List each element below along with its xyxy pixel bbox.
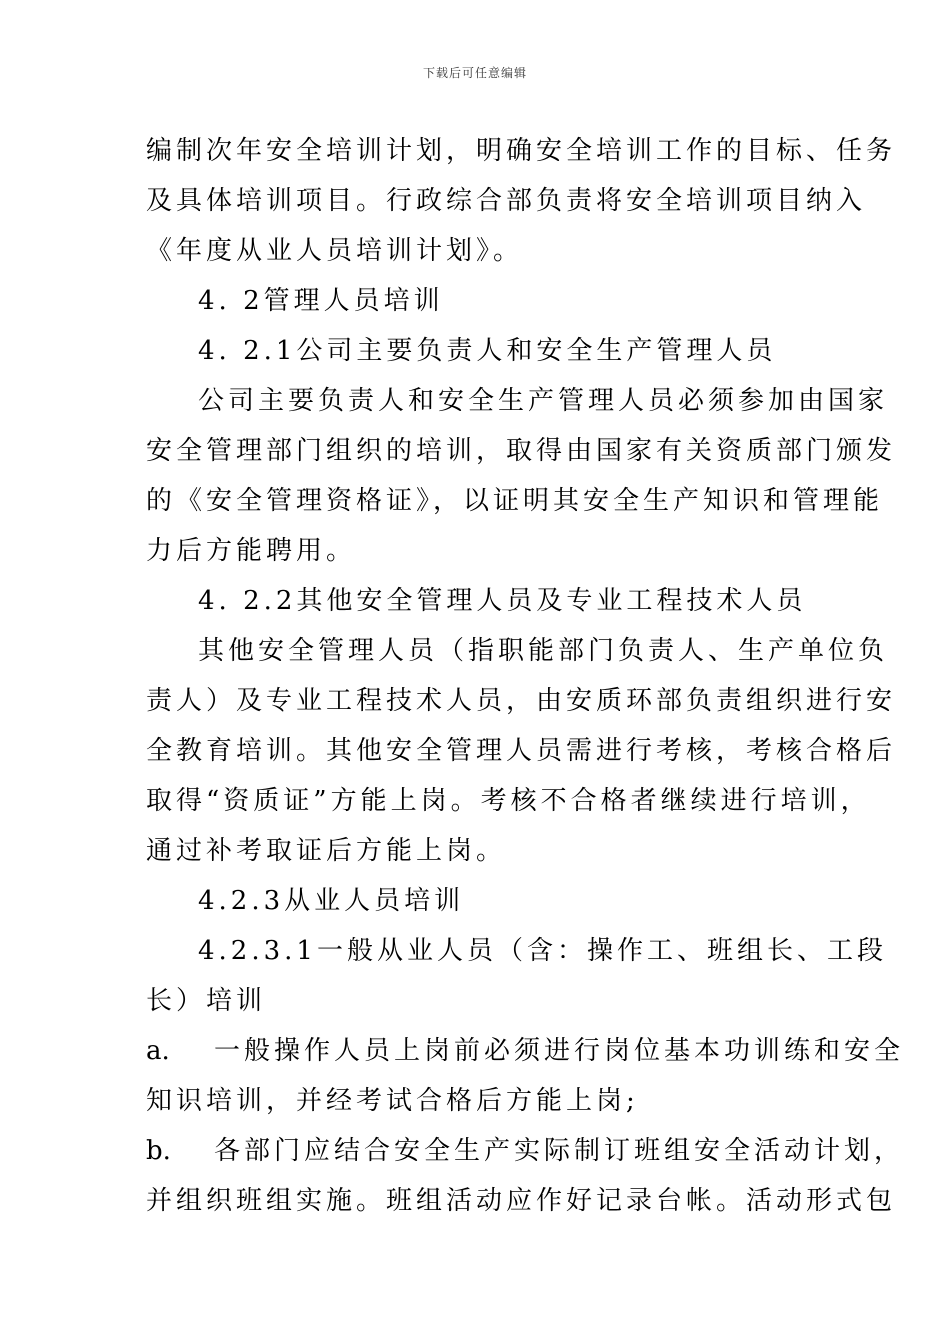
- paragraph-line: 取得“资质证”方能上岗。考核不合格者继续进行培训，: [146, 786, 871, 816]
- document-body: [146, 126, 905, 1226]
- section-heading-4-2: 4. 2管理人员培训: [198, 286, 444, 316]
- section-heading-4-2-3-1: 4.2.3.1一般从业人员（含：操作工、班组长、工段: [198, 936, 887, 966]
- paragraph-line: 其他安全管理人员（指职能部门负责人、生产单位负: [198, 636, 889, 666]
- paragraph-line: 及具体培训项目。行政综合部负责将安全培训项目纳入: [146, 186, 867, 216]
- page-header: 下载后可任意编辑: [422, 66, 527, 80]
- paragraph-line: 编制次年安全培训计划，明确安全培训工作的目标、任务: [146, 136, 897, 166]
- list-item-b-continuation: 并组织班组实施。班组活动应作好记录台帐。活动形式包: [146, 1186, 897, 1216]
- list-item-marker: b.: [146, 1136, 171, 1166]
- paragraph-line: 安全管理部门组织的培训，取得由国家有关资质部门颁发: [146, 436, 897, 466]
- section-heading-4-2-1: 4. 2.1公司主要负责人和安全生产管理人员: [198, 336, 777, 366]
- section-heading-4-2-3: 4.2.3从业人员培训: [198, 886, 465, 916]
- paragraph-line: 力后方能聘用。: [146, 536, 357, 566]
- list-item-text: 一般操作人员上岗前必须进行岗位基本功训练和安全: [214, 1036, 905, 1066]
- list-item-text: 各部门应结合安全生产实际制订班组安全活动计划，: [214, 1136, 905, 1166]
- list-item-marker: a.: [146, 1036, 170, 1066]
- paragraph-line: 《年度从业人员培训计划》。: [146, 236, 524, 266]
- list-item-a-continuation: 知识培训，并经考试合格后方能上岗;: [146, 1086, 639, 1116]
- list-item-a: [146, 1026, 905, 1076]
- list-item-b: [146, 1126, 905, 1176]
- section-heading-4-2-2: 4. 2.2其他安全管理人员及专业工程技术人员: [198, 586, 807, 616]
- paragraph-line: 全教育培训。其他安全管理人员需进行考核，考核合格后: [146, 736, 897, 766]
- paragraph-line: 长）培训: [146, 986, 267, 1016]
- paragraph-line: 通过补考取证后方能上岗。: [146, 836, 507, 866]
- paragraph-line: 责人）及专业工程技术人员，由安质环部负责组织进行安: [146, 686, 897, 716]
- paragraph-line: 的《安全管理资格证》，以证明其安全生产知识和管理能: [146, 486, 884, 516]
- paragraph-line: 公司主要负责人和安全生产管理人员必须参加由国家: [198, 386, 889, 416]
